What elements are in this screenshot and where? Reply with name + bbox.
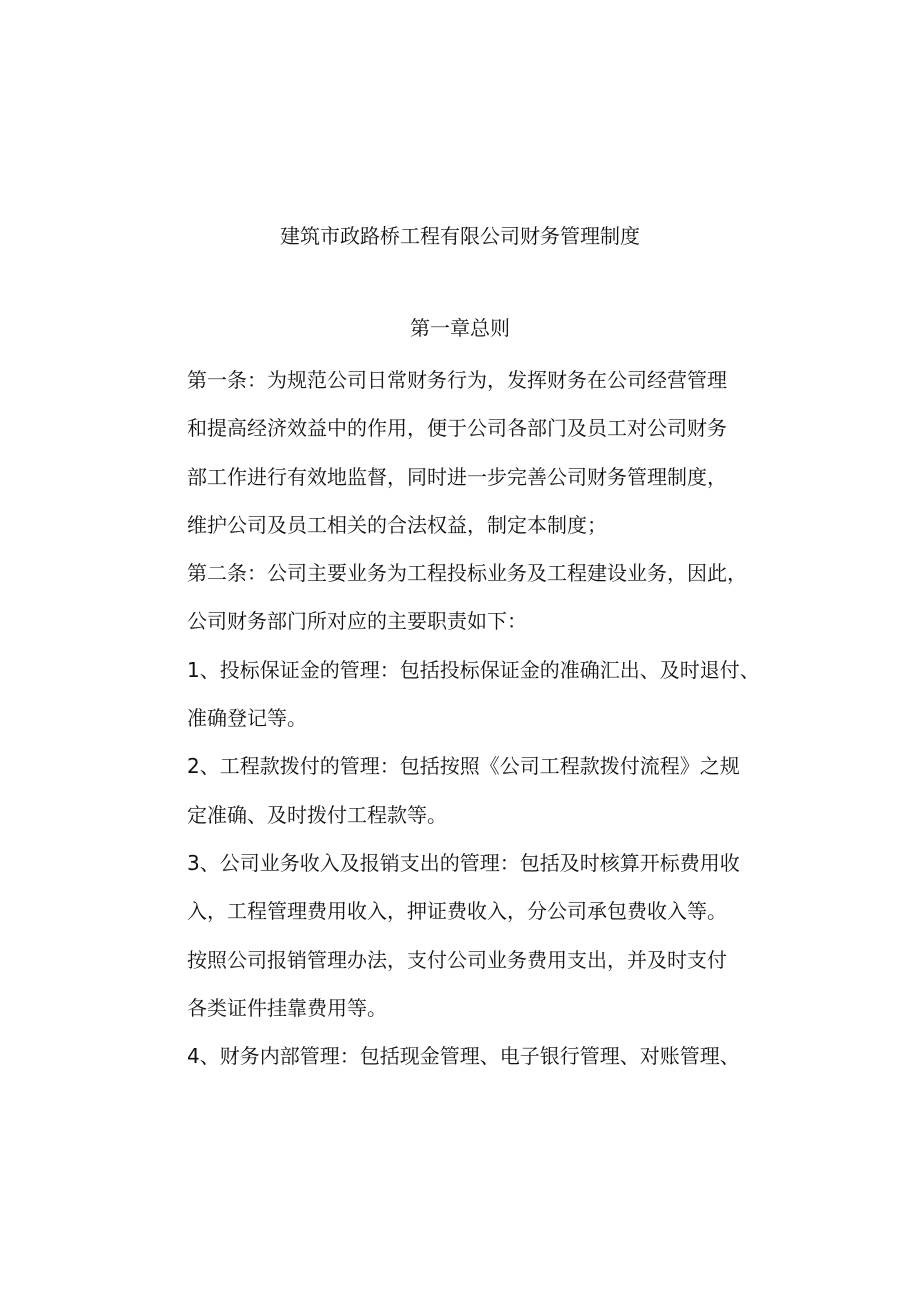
chapter-title: 第一章总则 bbox=[410, 316, 510, 340]
text-line: 定准确、及时拨付工程款等。 bbox=[187, 802, 447, 827]
text-line: 4、财务内部管理：包括现金管理、电子银行管理、对账管理、 bbox=[187, 1044, 740, 1069]
text-line: 按照公司报销管理办法，支付公司业务费用支出，并及时支付 bbox=[187, 947, 727, 972]
text-line: 各类证件挂靠费用等。 bbox=[187, 995, 387, 1020]
text-line: 维护公司及员工相关的合法权益，制定本制度； bbox=[187, 512, 607, 537]
text-line: 和提高经济效益中的作用，便于公司各部门及员工对公司财务 bbox=[187, 416, 727, 441]
text-line: 入，工程管理费用收入，押证费收入，分公司承包费收入等。 bbox=[187, 899, 727, 924]
text-line: 1、投标保证金的管理：包括投标保证金的准确汇出、及时退付、 bbox=[187, 657, 760, 682]
text-line: 部工作进行有效地监督，同时进一步完善公司财务管理制度， bbox=[187, 464, 727, 489]
document-body bbox=[187, 362, 760, 1086]
text-line: 公司财务部门所对应的主要职责如下： bbox=[187, 609, 527, 634]
text-line: 第一条：为规范公司日常财务行为，发挥财务在公司经营管理 bbox=[187, 368, 727, 392]
text-line: 第二条：公司主要业务为工程投标业务及工程建设业务，因此， bbox=[187, 561, 747, 586]
document-title: 建筑市政路桥工程有限公司财务管理制度 bbox=[280, 224, 640, 248]
text-line: 3、公司业务收入及报销支出的管理：包括及时核算开标费用收 bbox=[187, 850, 740, 875]
text-line: 准确登记等。 bbox=[187, 706, 307, 731]
text-line: 2、工程款拨付的管理：包括按照《公司工程款拨付流程》之规 bbox=[187, 754, 740, 779]
